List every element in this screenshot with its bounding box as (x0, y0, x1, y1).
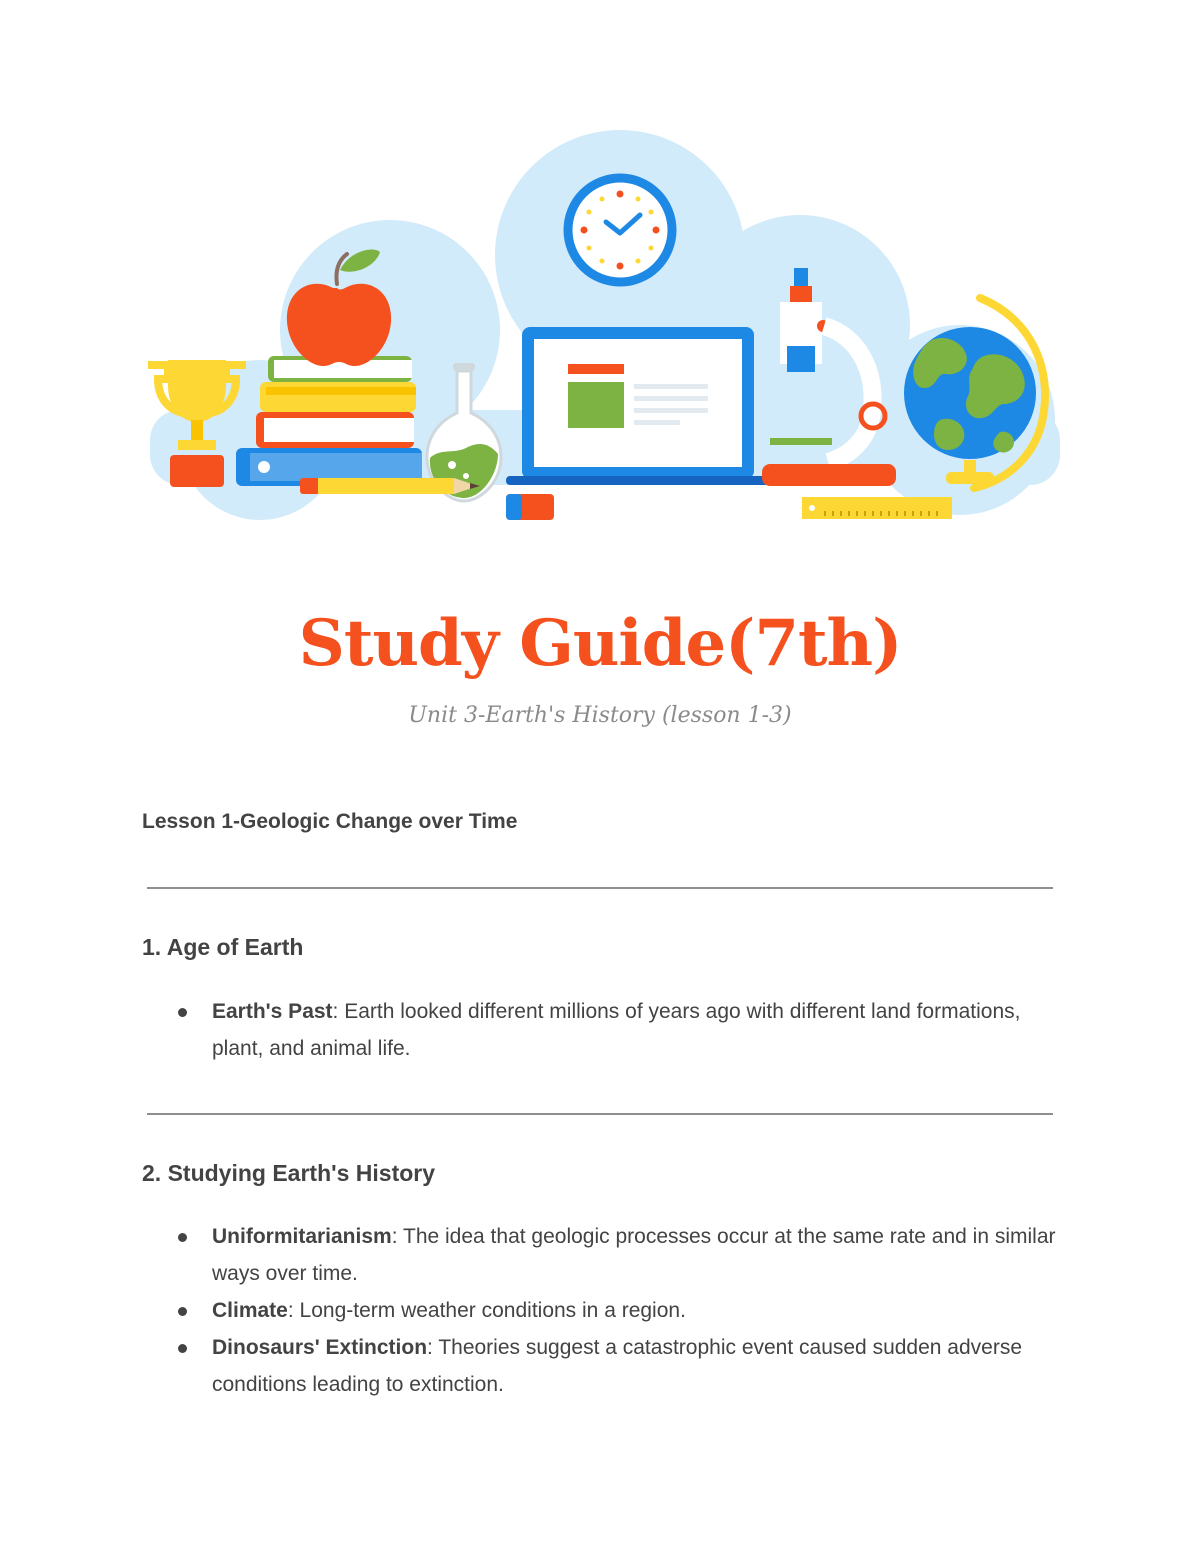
laptop-icon (506, 327, 770, 485)
bullet-list (178, 1218, 1058, 1403)
eraser-icon (506, 494, 554, 520)
term-definition: : The idea that geologic processes occur at the same rate and in similar ways over time. (212, 1225, 1056, 1285)
term-definition: : Long-term weather conditions in a region. (287, 1299, 686, 1322)
term-label: Climate (212, 1299, 288, 1322)
hero-illustration (140, 120, 1060, 530)
term-definition: : Earth looked different millions of years ago with different land formations, plant, and animal life. (212, 1000, 1021, 1060)
bullet-list (178, 993, 1058, 1067)
section-divider (147, 1113, 1053, 1115)
section-heading: 2. Studying Earth's History (142, 1160, 436, 1186)
bullet-dot-icon (178, 1344, 187, 1353)
clock-icon (568, 178, 672, 282)
section-divider (147, 887, 1053, 889)
term-label: Uniformitarianism (212, 1225, 392, 1248)
term-definition: : Theories suggest a catastrophic event caused sudden adverse conditions leading to extinction. (212, 1336, 1023, 1396)
list-item (178, 1218, 1058, 1292)
ruler-icon (802, 497, 952, 519)
list-item (178, 1329, 1058, 1403)
bullet-dot-icon (178, 1307, 187, 1316)
section-heading: 1. Age of Earth (142, 934, 304, 960)
page-title: Study Guide(7th) (298, 606, 902, 681)
pencil-icon (300, 478, 480, 494)
term-label: Dinosaurs' Extinction (212, 1336, 428, 1359)
page-subtitle: Unit 3-Earth's History (lesson 1-3) (408, 703, 792, 728)
list-item (178, 1292, 1058, 1329)
bullet-dot-icon (178, 1233, 187, 1242)
bullet-dot-icon (178, 1008, 187, 1017)
term-label: Earth's Past (212, 1000, 333, 1023)
lesson-heading: Lesson 1-Geologic Change over Time (142, 810, 518, 833)
list-item (178, 993, 1058, 1067)
